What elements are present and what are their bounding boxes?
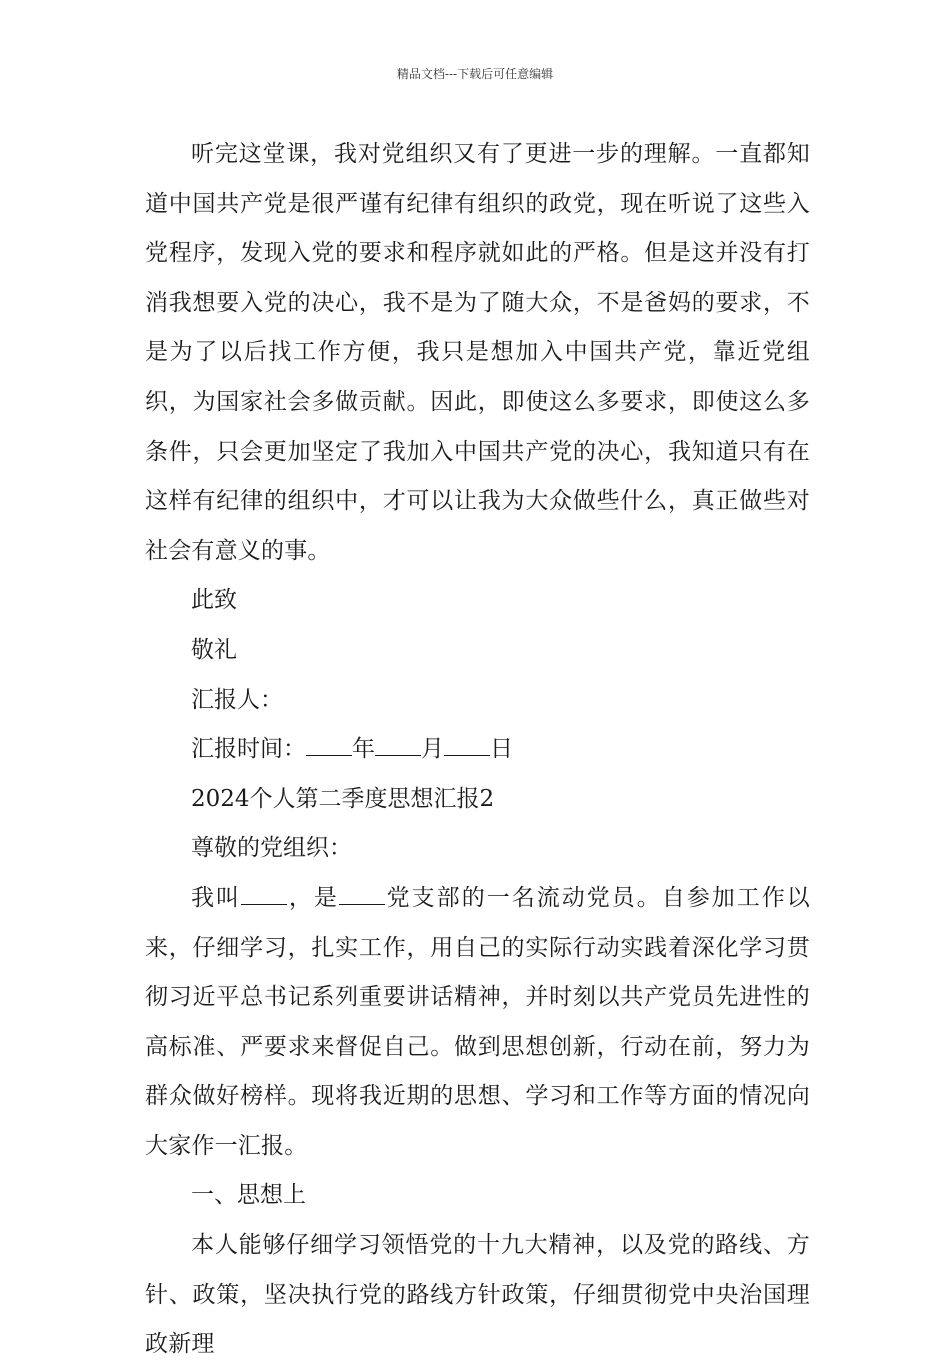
- paragraph-1: 听完这堂课，我对党组织又有了更进一步的理解。一直都知道中国共产党是很严谨有纪律有组织的政党，现在听说了这些入党程序，发现入党的要求和程序就如此的严格。但是这并没有打消我想要入党的决心，我不是为了随大众，不是爸妈的要求，不是为了以后找工作方便，我只是想加入中国共产党，靠近党组织，为国家社会多做贡献。因此，即使这么多要求，即使这么多条件，只会更加坚定了我加入中国共产党的决心，我知道只有在这样有纪律的组织中，才可以让我为大众做些什么，真正做些对社会有意义的事。: [145, 141, 810, 564]
- report-time: [145, 725, 810, 775]
- paragraph-3: 本人能够仔细学习领悟党的十九大精神，以及党的路线、方针、政策，坚决执行党的路线方针政策，仔细贯彻党中央治国理政新理: [145, 1232, 810, 1358]
- day-label: 日: [490, 736, 513, 763]
- branch-blank: [339, 886, 385, 905]
- name-blank: [241, 886, 287, 905]
- section-heading-1: 一、思想上: [191, 1182, 306, 1209]
- report-time-label: 汇报时间：: [191, 736, 306, 763]
- month-blank: [375, 737, 421, 756]
- report-title: 2024个人第二季度思想汇报2: [191, 785, 495, 812]
- para2-start: 我叫: [191, 884, 242, 911]
- day-blank: [444, 737, 490, 756]
- reporter-label: 汇报人：: [191, 686, 283, 713]
- salutation: 尊敬的党组织：: [191, 835, 352, 862]
- closing-jingli: 敬礼: [191, 636, 237, 663]
- para2-mid: ，是: [287, 884, 339, 911]
- document-body: [145, 130, 810, 1370]
- year-label: 年: [352, 736, 375, 763]
- year-blank: [306, 737, 352, 756]
- closing-cizhi: 此致: [191, 587, 237, 614]
- paragraph-2: [145, 874, 810, 1172]
- page-header: 精品文档---下载后可任意编辑: [396, 67, 554, 81]
- para2-rest: 党支部的一名流动党员。自参加工作以来，仔细学习，扎实工作，用自己的实际行动实践着深化学习贯彻习近平总书记系列重要讲话精神，并时刻以共产党员先进性的高标准、严要求来督促自己。做到思想创新，行动在前，努力为群众做好榜样。现将我近期的思想、学习和工作等方面的情况向大家作一汇报。: [145, 884, 810, 1159]
- month-label: 月: [421, 736, 444, 763]
